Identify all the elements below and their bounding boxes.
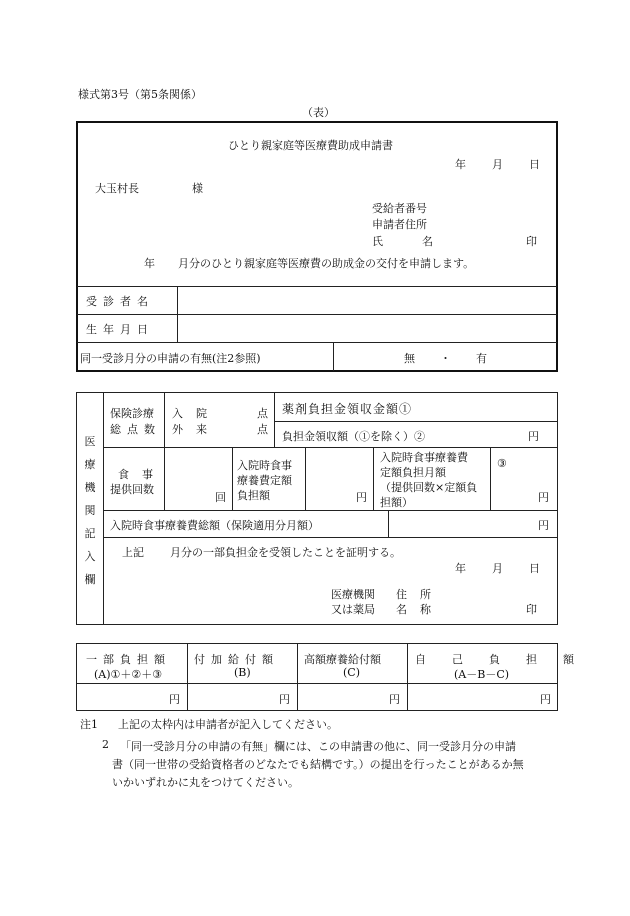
option-yes[interactable]: 有: [476, 352, 487, 365]
addressee-honorific: 様: [192, 182, 203, 195]
summary-col-b-label: 付加給付額: [194, 653, 279, 666]
summary-d-yen: 円: [540, 693, 551, 706]
birthdate-field[interactable]: [180, 317, 554, 339]
institution-label-2: 又は薬局: [331, 603, 375, 616]
insurance-points-label-2: 総点数: [110, 423, 161, 436]
option-separator: ・: [440, 352, 451, 365]
summary-col-b-code: (B): [234, 666, 251, 679]
institution-address-label: 住所: [396, 588, 444, 601]
patient-name-field[interactable]: [180, 289, 554, 311]
request-year: 年: [144, 257, 155, 270]
meal-label-1: 食事: [118, 468, 166, 481]
inpatient-points-unit: 点: [257, 407, 268, 420]
meal-standard-label-1: 入院時食事: [237, 459, 292, 472]
meal-total-label-1: 入院時食事療養費: [380, 451, 468, 464]
copay-label: 負担金領収額（①を除く）②: [282, 430, 425, 443]
inpatient-label: 入院: [172, 407, 220, 420]
drug-copay-label: 薬剤負担金領収金額①: [282, 402, 413, 416]
same-month-application-label: 同一受診月分の申請の有無(注2参照): [80, 352, 261, 365]
institution-label-1: 医療機関: [331, 588, 375, 601]
summary-col-d-formula: (A－B－C): [454, 668, 510, 681]
meal-total-label-3: （提供回数×定額負: [380, 481, 478, 494]
date-year: 年: [455, 158, 466, 171]
cert-date-month: 月: [492, 562, 503, 575]
meal-standard-yen: 円: [356, 491, 367, 504]
date-month: 月: [492, 158, 503, 171]
cert-date-year: 年: [455, 562, 466, 575]
meal-label-2: 提供回数: [110, 483, 154, 496]
outpatient-points-unit: 点: [257, 423, 268, 436]
cert-prefix: 上記: [122, 546, 144, 559]
note-2-line-1: 「同一受診月分の申請の有無」欄には、この申請書の他に、同一受診月分の申請: [120, 740, 516, 753]
copay-yen: 円: [528, 430, 539, 443]
form-number: 様式第3号（第5条関係）: [78, 88, 202, 101]
applicant-address-label: 申請者住所: [372, 218, 427, 231]
cert-text: 月分の一部負担金を受領したことを証明する。: [170, 546, 401, 559]
name-label-first: 氏: [372, 235, 383, 248]
note-1-prefix: 注1: [80, 718, 98, 731]
institution-seal-mark: 印: [526, 603, 537, 616]
circle-3-mark: ③: [497, 457, 507, 470]
seal-mark: 印: [526, 235, 537, 248]
outpatient-label: 外来: [172, 423, 220, 436]
date-day: 日: [529, 158, 540, 171]
addressee: 大玉村長: [95, 182, 139, 195]
summary-col-a-formula: (A)①＋②＋③: [94, 668, 163, 681]
meal-total-label-2: 定額負担月額: [380, 466, 446, 479]
meal-total-label-4: 担額）: [380, 496, 413, 509]
form-title: ひとり親家庭等医療費助成申請書: [228, 139, 393, 152]
recipient-number-label: 受給者番号: [372, 202, 427, 215]
insurance-points-label-1: 保険診療: [110, 407, 154, 420]
medical-side-label: 医 療 機 関 記 入 欄: [84, 435, 96, 586]
request-text: 月分のひとり親家庭等医療費の助成金の交付を申請します。: [178, 257, 475, 270]
patient-name-label: 受診者名: [86, 295, 154, 308]
summary-col-d-label: 自己負担額: [415, 653, 600, 666]
summary-col-c-label: 高額療養給付額: [304, 653, 381, 666]
institution-name-label: 名称: [396, 603, 444, 616]
note-2-line-3: いかいずれかに丸をつけてください。: [112, 776, 299, 789]
meal-times-unit: 回: [215, 491, 226, 504]
summary-col-c-code: (C): [343, 666, 360, 679]
summary-col-a-label: 一部負担額: [86, 653, 171, 666]
name-label-second: 名: [422, 235, 433, 248]
meal-standard-label-3: 負担額: [237, 489, 270, 502]
birthdate-label: 生年月日: [86, 323, 154, 336]
meal-total-insured-yen: 円: [538, 519, 549, 532]
meal-total-insured-label: 入院時食事療養費総額（保険適用分月額）: [110, 519, 319, 532]
note-2-number: 2: [102, 738, 109, 751]
cert-date-day: 日: [529, 562, 540, 575]
summary-c-yen: 円: [389, 693, 400, 706]
side-label: （表）: [302, 106, 335, 119]
note-2-line-2: 書（同一世帯の受給資格者のどなたでも結構です。）の提出を行ったことがあるか無: [112, 758, 524, 771]
summary-b-yen: 円: [279, 693, 290, 706]
option-none[interactable]: 無: [404, 352, 415, 365]
note-1-text: 上記の太枠内は申請者が記入してください。: [118, 718, 338, 731]
meal-standard-label-2: 療養費定額: [237, 474, 292, 487]
meal-total-yen: 円: [538, 491, 549, 504]
summary-a-yen: 円: [169, 693, 180, 706]
